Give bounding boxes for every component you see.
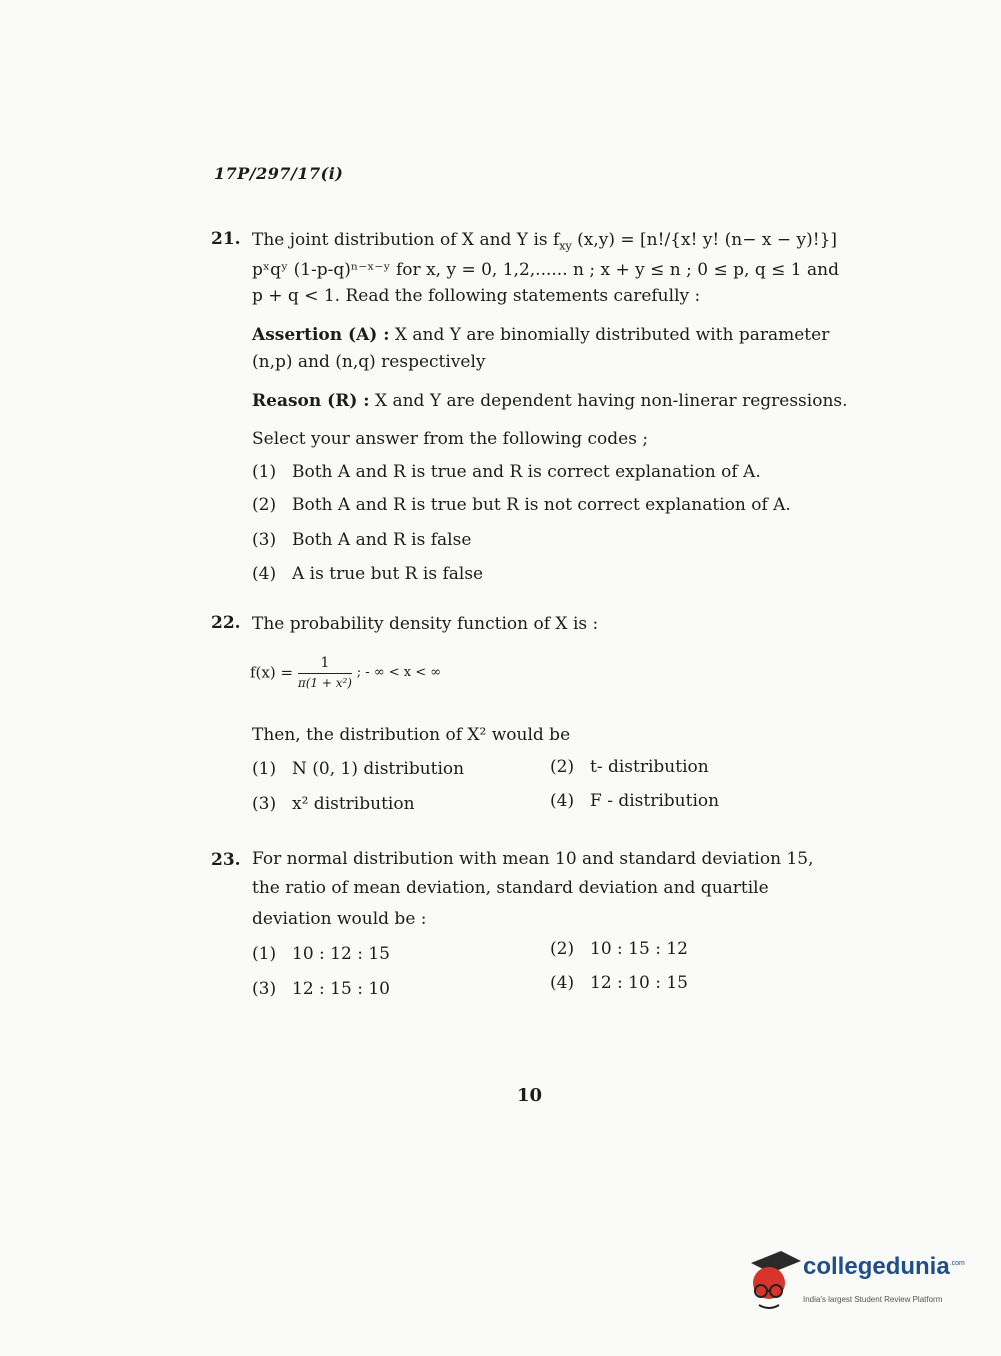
q22-option-2: (2) t- distribution <box>550 757 709 777</box>
question-23-line2: the ratio of mean deviation, standard deviation and quartile <box>252 878 769 898</box>
question-21-number: 21. <box>211 229 241 249</box>
question-22-stem: The probability density function of X is : <box>252 614 599 634</box>
collegedunia-logo[interactable] <box>745 1249 975 1319</box>
q22-option-1: (1) N (0, 1) distribution <box>252 759 465 779</box>
question-23-line3: deviation would be : <box>252 909 427 929</box>
paper-code: 17P/297/17(i) <box>214 164 344 183</box>
pdf-formula: f(x) = $\frac{1}{\text{π(1 + x²)}}$ ; - ∞ < x < ∞ <box>250 655 442 690</box>
q23-option-3: (3) 12 : 15 : 10 <box>252 979 390 999</box>
q22-option-4: (4) F - distribution <box>550 791 720 811</box>
q21-option-2: (2) Both A and R is true but R is not correct explanation of A. <box>252 495 791 515</box>
q23-option-1: (1) 10 : 12 : 15 <box>252 944 390 964</box>
q23-option-4: (4) 12 : 10 : 15 <box>550 973 688 993</box>
page-number: 10 <box>517 1085 543 1106</box>
reason: Reason (R) : X and Y are dependent having non-linerar regressions. <box>252 391 848 411</box>
question-21-line1: The joint distribution of X and Y is $f_{xy}$ (x,y) = [n!/{x! y! (n− x − y)!}] <box>252 230 838 253</box>
question-21-line2: pˣqʸ (1-p-q)ⁿ⁻ˣ⁻ʸ for x, y = 0, 1,2,...... n ; x + y ≤ n ; 0 ≤ p, q ≤ 1 and <box>252 260 839 280</box>
question-23-line1: For normal distribution with mean 10 and standard deviation 15, <box>252 849 814 869</box>
question-21-line3: p + q < 1. Read the following statements carefully : <box>252 286 701 306</box>
logo-wordmark: collegedunia$^{.com}$ <box>803 1253 965 1280</box>
assertion-line2: (n,p) and (n,q) respectively <box>252 352 486 372</box>
question-22-number: 22. <box>211 613 241 633</box>
question-23-number: 23. <box>211 850 241 870</box>
assertion: Assertion (A) : X and Y are binomially distributed with parameter <box>252 325 830 345</box>
mascot-icon <box>745 1249 801 1315</box>
q21-option-4: (4) A is true but R is false <box>252 564 484 584</box>
q21-option-1: (1) Both A and R is true and R is correct explanation of A. <box>252 462 761 482</box>
q22-option-3: (3) x² distribution <box>252 794 415 814</box>
question-22-then: Then, the distribution of X² would be <box>252 725 571 745</box>
q21-option-3: (3) Both A and R is false <box>252 530 472 550</box>
select-instruction: Select your answer from the following codes ; <box>252 429 649 449</box>
q23-option-2: (2) 10 : 15 : 12 <box>550 939 688 959</box>
logo-tagline: India's largest Student Review Platform <box>803 1295 943 1304</box>
